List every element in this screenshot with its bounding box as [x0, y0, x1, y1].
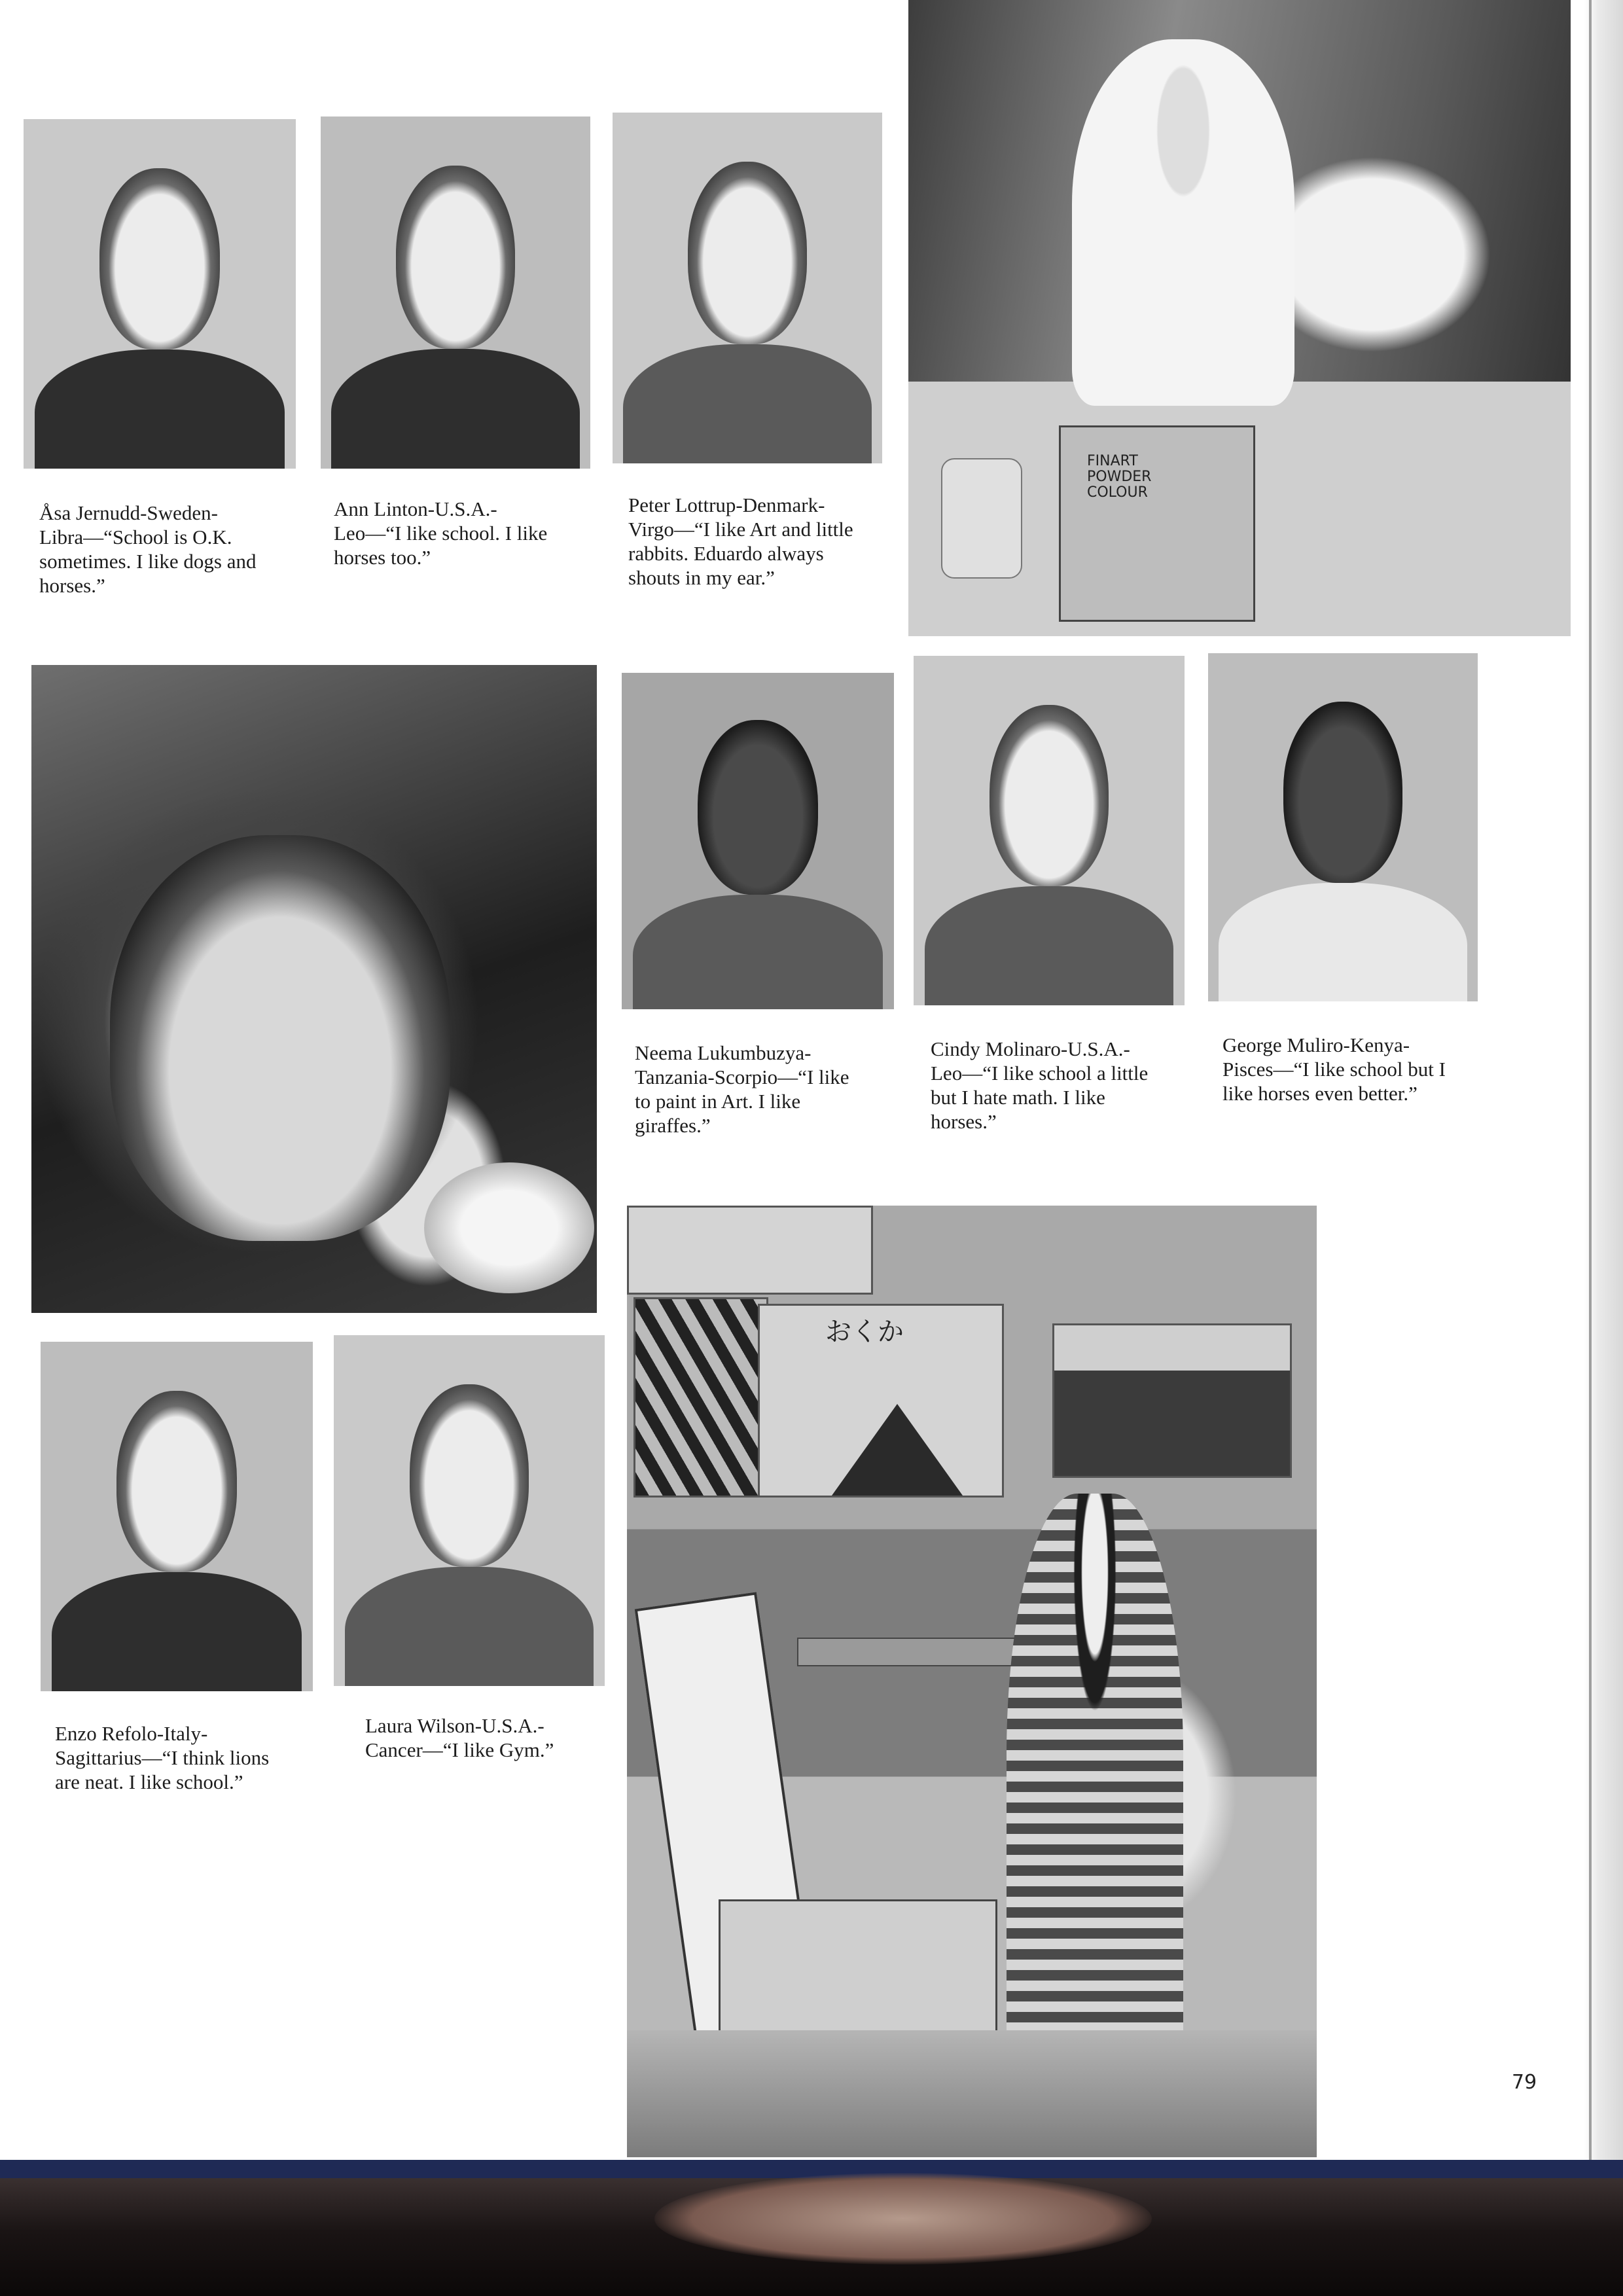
caption-line: Tanzania-Scorpio—“I like	[635, 1066, 849, 1088]
page-number: 79	[1512, 2071, 1537, 2094]
box-label-3: COLOUR	[1087, 484, 1148, 501]
caption-line: George Muliro-Kenya-	[1222, 1033, 1410, 1056]
japanese-sign-text: おくか	[825, 1317, 904, 1347]
caption-george-muliro	[1222, 1033, 1446, 1105]
caption-line: Neema Lukumbuzya-	[635, 1041, 812, 1064]
caption-line: giraffes.”	[635, 1114, 711, 1137]
caption-neema-lukumbuzya	[635, 1041, 849, 1138]
caption-line: Åsa Jernudd-Sweden-	[39, 501, 218, 524]
japanese-sign-artwork	[758, 1304, 1004, 1498]
caption-line: Libra—“School is O.K.	[39, 526, 232, 548]
portrait-laura-wilson	[334, 1335, 605, 1686]
caption-line: are neat. I like school.”	[55, 1770, 243, 1793]
box-label-2: POWDER	[1087, 469, 1152, 485]
box-label-1: FINART	[1087, 453, 1138, 469]
caption-line: Leo—“I like school. I like	[334, 522, 548, 545]
caption-cindy-molinaro	[931, 1037, 1148, 1134]
caption-line: Enzo Refolo-Italy-	[55, 1722, 208, 1745]
caption-line: horses.”	[931, 1110, 997, 1133]
caption-line: like horses even better.”	[1222, 1082, 1418, 1105]
page-edge-line	[1589, 0, 1592, 2160]
caption-line: Sagittarius—“I think lions	[55, 1746, 270, 1769]
caption-peter-lottrup	[628, 493, 853, 590]
caption-laura-wilson	[365, 1713, 554, 1762]
portrait-neema-lukumbuzya	[622, 673, 894, 1009]
caption-line: Pisces—“I like school but I	[1222, 1058, 1446, 1081]
caption-line: Peter Lottrup-Denmark-	[628, 493, 825, 516]
portrait-cindy-molinaro	[914, 656, 1185, 1005]
feature-photo-girl-outdoors	[31, 665, 597, 1313]
portrait-enzo-refolo	[41, 1342, 313, 1691]
caption-enzo-refolo	[55, 1721, 269, 1794]
portrait-asa-jernudd	[24, 119, 296, 469]
classroom-photo-artwork-wall	[627, 1206, 1317, 2157]
caption-ann-linton	[334, 497, 547, 569]
caption-asa-jernudd	[39, 501, 256, 598]
caption-line: horses too.”	[334, 546, 431, 569]
portrait-ann-linton	[321, 117, 590, 469]
caption-line: to paint in Art. I like	[635, 1090, 801, 1113]
portrait-peter-lottrup	[613, 113, 882, 463]
caption-line: Laura Wilson-U.S.A.-	[365, 1714, 544, 1737]
caption-line: Cindy Molinaro-U.S.A.-	[931, 1037, 1130, 1060]
caption-line: shouts in my ear.”	[628, 566, 775, 589]
caption-line: horses.”	[39, 574, 105, 597]
book-cover-edge	[0, 2160, 1623, 2178]
classroom-photo-painting	[908, 0, 1571, 636]
portrait-george-muliro	[1208, 653, 1478, 1001]
caption-line: Cancer—“I like Gym.”	[365, 1738, 554, 1761]
caption-line: Virgo—“I like Art and little	[628, 518, 853, 541]
caption-line: rabbits. Eduardo always	[628, 542, 824, 565]
powder-colour-box	[1059, 425, 1255, 622]
thumb-image	[654, 2173, 1152, 2265]
caption-line: but I hate math. I like	[931, 1086, 1105, 1109]
caption-line: sometimes. I like dogs and	[39, 550, 257, 573]
caption-line: Ann Linton-U.S.A.-	[334, 497, 497, 520]
caption-line: Leo—“I like school a little	[931, 1062, 1149, 1085]
